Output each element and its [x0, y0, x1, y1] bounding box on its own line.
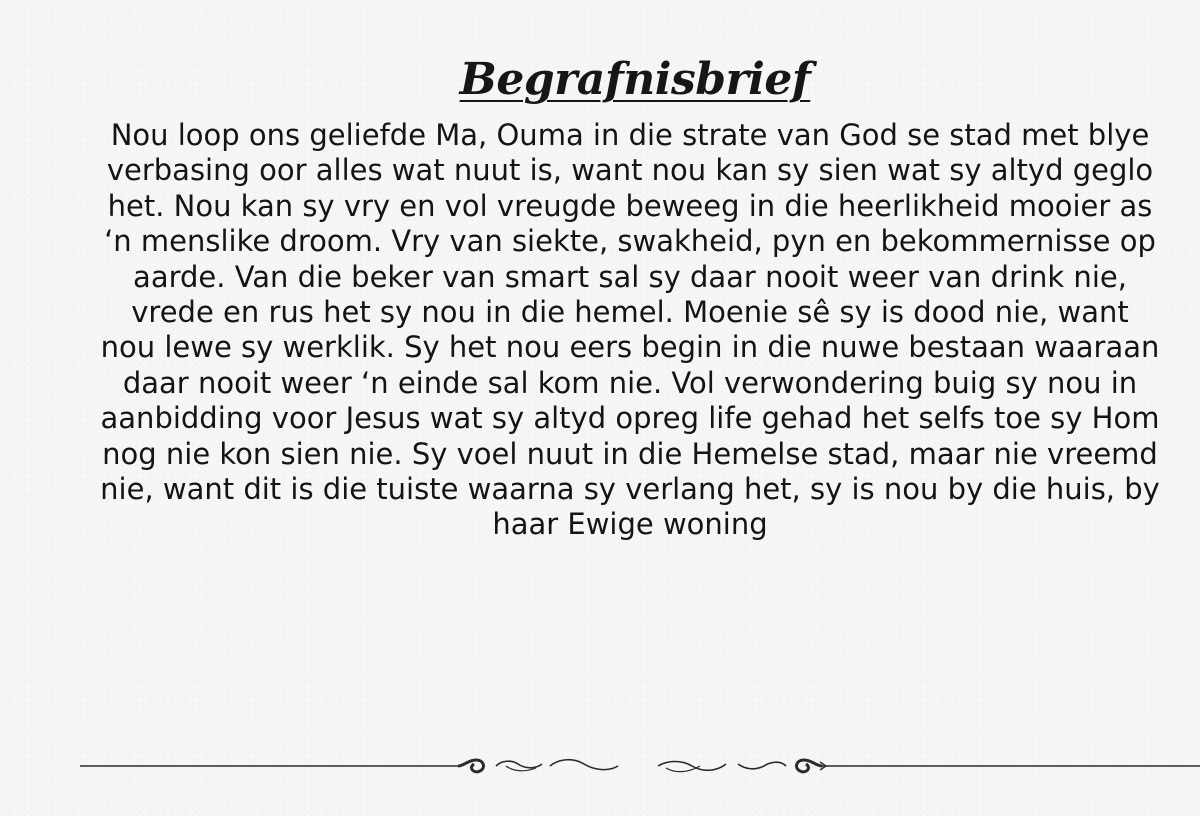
- body-line: daar nooit weer ‘n einde sal kom nie. Vol verwondering buig sy nou in: [122, 365, 1138, 400]
- scroll-flourish-divider-icon: [80, 748, 1200, 784]
- body-line: aanbidding voor Jesus wat sy altyd opreg life gehad het selfs toe sy Hom: [100, 401, 1160, 436]
- body-line: het. Nou kan sy vry en vol vreugde beweeg in die heerlikheid mooier as: [107, 188, 1153, 223]
- body-line: ‘n menslike droom. Vry van siekte, swakheid, pyn en bekommernisse op: [104, 224, 1156, 259]
- body-line: haar Ewige woning: [492, 507, 768, 542]
- body-line: aarde. Van die beker van smart sal sy daar nooit weer van drink nie,: [133, 259, 1127, 294]
- document-title: Begrafnisbrief: [459, 54, 811, 105]
- body-line: nog nie kon sien nie. Sy voel nuut in die Hemelse stad, maar nie vreemd: [102, 436, 1158, 471]
- document-title-wrapper: [0, 52, 1200, 108]
- body-line: nie, want dit is die tuiste waarna sy verlang het, sy is nou by die huis, by: [100, 472, 1160, 507]
- body-line: verbasing oor alles wat nuut is, want nou kan sy sien wat sy altyd geglo: [106, 153, 1154, 188]
- document-body: [60, 118, 1200, 543]
- body-line: nou lewe sy werklik. Sy het nou eers begin in die nuwe bestaan waaraan: [100, 330, 1160, 365]
- body-line: Nou loop ons geliefde Ma, Ouma in die strate van God se stad met blye: [110, 118, 1150, 152]
- body-line: vrede en rus het sy nou in die hemel. Moenie sê sy is dood nie, want: [131, 295, 1129, 330]
